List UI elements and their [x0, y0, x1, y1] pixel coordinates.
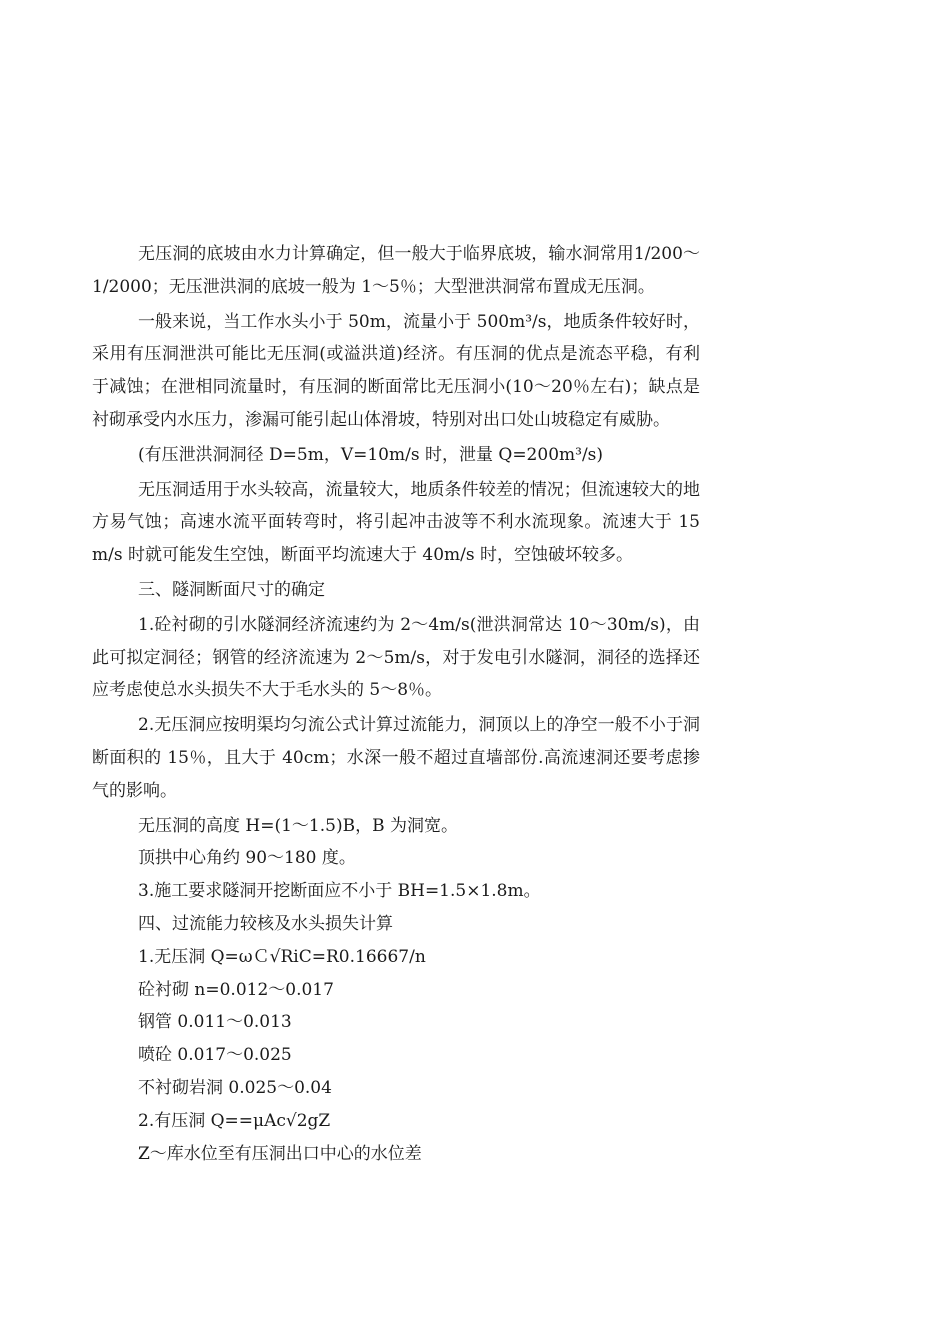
line-roughness-concrete: 砼衬砌 n=0.012～0.017 — [138, 979, 334, 1000]
line-min-excavation: 3.施工要求隧洞开挖断面应不小于 BH=1.5×1.8m。 — [138, 881, 541, 902]
section-heading-4: 四、过流能力较核及水头损失计算 — [138, 913, 393, 934]
paragraph-example-discharge: (有压泄洪洞洞径 D=5m，V=10m/s 时，泄量 Q=200m³/s) — [138, 444, 604, 465]
paragraph-economic-velocity: 1.砼衬砌的引水隧洞经济流速约为 2～4m/s(泄洪洞常达 10～30m/s)，由此可拟定洞径；钢管的经济流速为 2～5m/s，对于发电引水隧洞，洞径的选择还应考虑使总水头损失不大于毛水头的 5～8％。 — [92, 614, 700, 701]
line-roughness-steel: 钢管 0.011～0.013 — [138, 1012, 292, 1033]
line-roughness-shotcrete: 喷砼 0.017～0.025 — [138, 1045, 292, 1066]
line-tunnel-height: 无压洞的高度 H=(1～1.5)B，B 为洞宽。 — [138, 815, 458, 836]
paragraph-free-flow-tunnel: 无压洞适用于水头较高，流量较大，地质条件较差的情况；但流速较大的地方易气蚀；高速水流平面转弯时，将引起冲击波等不利水流现象。流速大于 15m/s 时就可能发生空蚀，断面平均流速大于 40m/s 时，空蚀破坏较多。 — [92, 479, 700, 566]
paragraph-pressure-tunnel-comparison: 一般来说，当工作水头小于 50m，流量小于 500m³/s，地质条件较好时，采用有压洞泄洪可能比无压洞(或溢洪道)经济。有压洞的优点是流态平稳，有利于减蚀；在泄相同流量时，有压洞的断面常比无压洞小(10～20％左右)；缺点是衬砌承受内水压力，渗漏可能引起山体滑坡，特别对出口处山坡稳定有威胁。 — [92, 311, 700, 430]
paragraph-bottom-slope: 无压洞的底坡由水力计算确定，但一般大于临界底坡，输水洞常用1/200～1/2000；无压泄洪洞的底坡一般为 1～5％；大型泄洪洞常布置成无压洞。 — [92, 244, 700, 297]
section-heading-3: 三、隧洞断面尺寸的确定 — [138, 579, 325, 600]
document-body — [92, 238, 700, 1170]
line-free-flow-formula: 1.无压洞 Q=ωＣ√RiC=R0.16667/n — [138, 946, 426, 967]
line-roughness-unlined: 不衬砌岩洞 0.025～0.04 — [138, 1077, 332, 1098]
line-crown-angle: 顶拱中心角约 90～180 度。 — [138, 848, 356, 869]
line-head-difference: Z～库水位至有压洞出口中心的水位差 — [138, 1143, 422, 1164]
paragraph-open-channel-capacity: 2.无压洞应按明渠均匀流公式计算过流能力，洞顶以上的净空一般不小于洞断面积的 15％，且大于 40cm；水深一般不超过直墙部份.高流速洞还要考虑掺气的影响。 — [92, 715, 700, 801]
line-pressure-formula: 2.有压洞 Q==μAc√2gZ — [138, 1110, 331, 1131]
